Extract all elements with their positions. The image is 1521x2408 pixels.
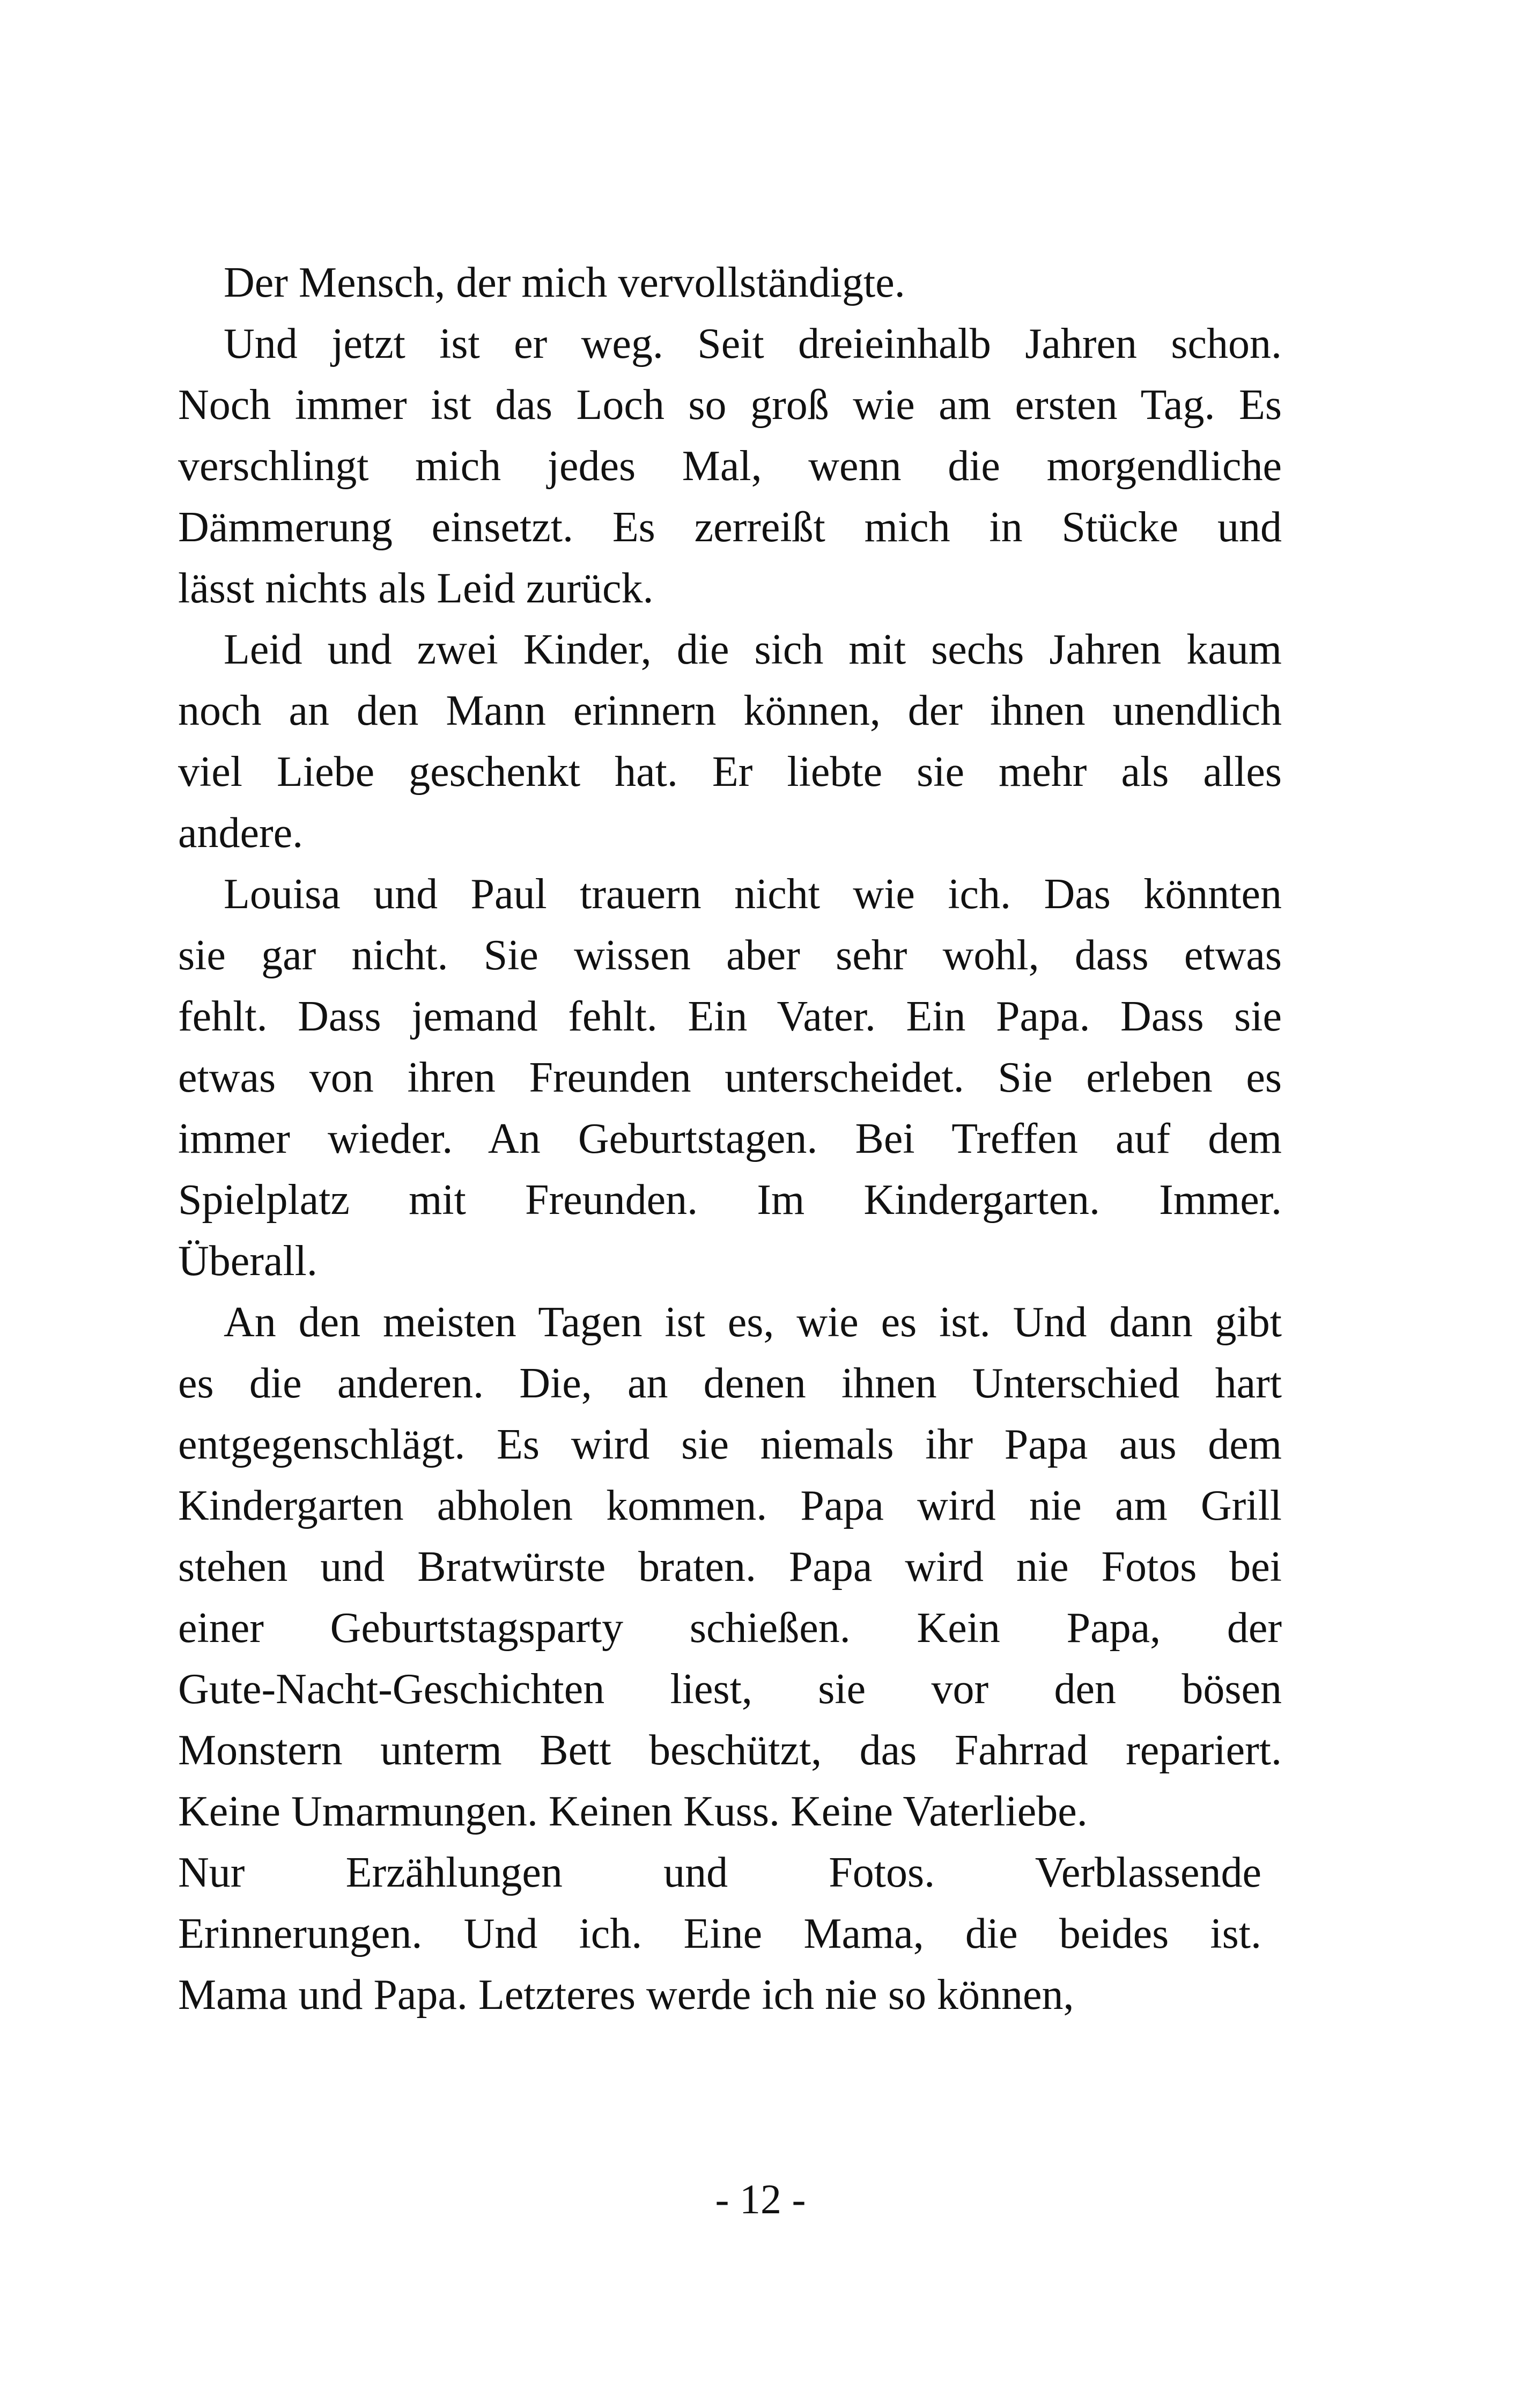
text-line: Noch immer ist das Loch so groß wie am ersten Tag. Es <box>178 381 1282 429</box>
text-line: viel Liebe geschenkt hat. Er liebte sie mehr als alles <box>178 748 1282 796</box>
text-line: verschlingt mich jedes Mal, wenn die morgendliche <box>178 443 1282 490</box>
text-line: Überall. <box>178 1238 318 1285</box>
text-line: Erinnerungen. Und ich. Eine Mama, die beides ist. <box>178 1910 1261 1957</box>
text-line: Leid und zwei Kinder, die sich mit sechs Jahren kaum <box>224 626 1282 673</box>
text-line: Kindergarten abholen kommen. Papa wird nie am Grill <box>178 1482 1282 1529</box>
text-line: immer wieder. An Geburtstagen. Bei Treffen auf dem <box>178 1115 1282 1162</box>
text-line: Nur Erzählungen und Fotos. Verblassende <box>178 1849 1261 1896</box>
text-line: sie gar nicht. Sie wissen aber sehr wohl, dass etwas <box>178 932 1282 979</box>
body-text <box>178 252 1282 2026</box>
text-line: An den meisten Tagen ist es, wie es ist. Und dann gibt <box>224 1299 1282 1346</box>
text-line: Spielplatz mit Freunden. Im Kindergarten. Immer. <box>178 1176 1282 1224</box>
text-line: es die anderen. Die, an denen ihnen Unterschied hart <box>178 1360 1282 1407</box>
text-line: Der Mensch, der mich vervollständigte. <box>224 259 905 306</box>
text-line: andere. <box>178 809 304 857</box>
text-line: Und jetzt ist er weg. Seit dreieinhalb Jahren schon. <box>224 320 1282 367</box>
text-line: entgegenschlägt. Es wird sie niemals ihr Papa aus dem <box>178 1421 1282 1468</box>
text-line: Mama und Papa. Letzteres werde ich nie so können, <box>178 1971 1074 2019</box>
text-line: lässt nichts als Leid zurück. <box>178 565 654 612</box>
text-line: fehlt. Dass jemand fehlt. Ein Vater. Ein Papa. Dass sie <box>178 993 1282 1040</box>
text-line: Keine Umarmungen. Keinen Kuss. Keine Vaterliebe. <box>178 1788 1088 1835</box>
text-line: Monstern unterm Bett beschützt, das Fahrrad repariert. <box>178 1727 1282 1774</box>
page-number: - 12 - <box>715 2176 806 2222</box>
text-line: stehen und Bratwürste braten. Papa wird nie Fotos bei <box>178 1543 1282 1590</box>
text-line: Dämmerung einsetzt. Es zerreißt mich in Stücke und <box>178 504 1282 551</box>
text-line: etwas von ihren Freunden unterscheidet. Sie erleben es <box>178 1054 1282 1101</box>
text-line: einer Geburtstagsparty schießen. Kein Papa, der <box>178 1604 1282 1652</box>
text-line: Louisa und Paul trauern nicht wie ich. Das könnten <box>224 871 1282 918</box>
text-line: Gute-Nacht-Geschichten liest, sie vor den bösen <box>178 1666 1282 1713</box>
text-line: noch an den Mann erinnern können, der ihnen unendlich <box>178 687 1282 734</box>
